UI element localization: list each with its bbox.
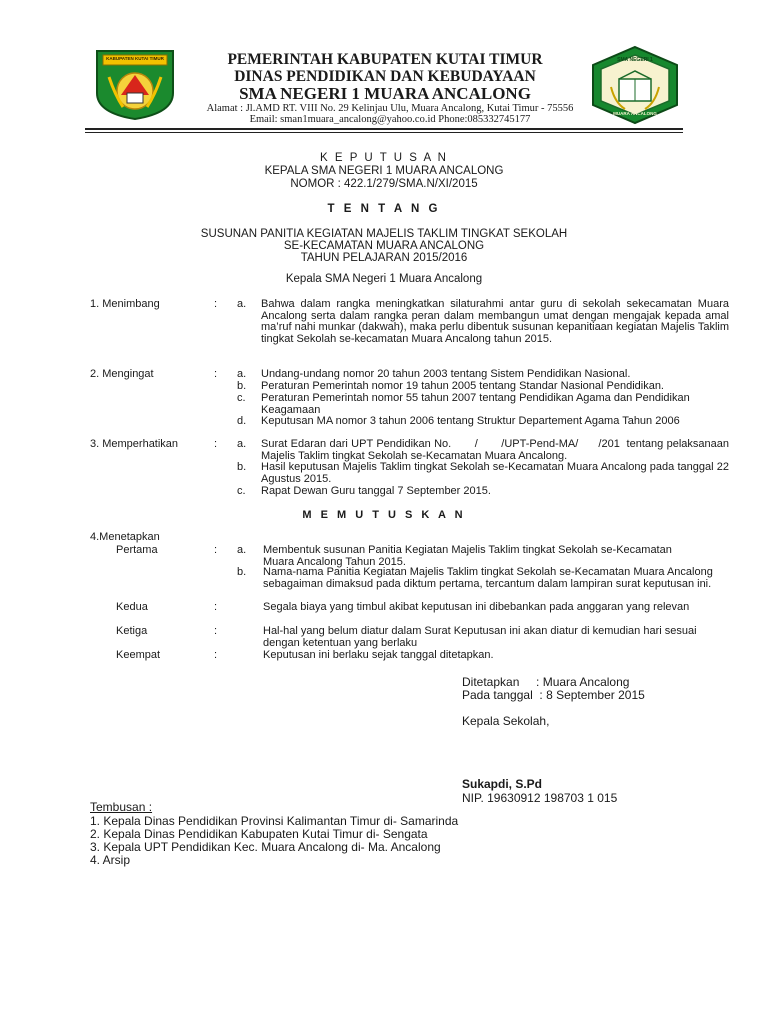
keempat-colon: :: [214, 649, 218, 661]
mengingat-mark-c: c.: [237, 392, 246, 404]
right-logo-label: SMA NEGERI 1: [617, 57, 653, 63]
letterhead-contact: Email: sman1muara_ancalong@yahoo.co.id Phone:085332745177: [249, 114, 531, 125]
menimbang-label: 1. Menimbang: [90, 298, 160, 310]
menimbang-text: Bahwa dalam rangka meningkatkan silaturahmi antar guru di sekolah sekecamatan Muara Ancalong serta dalam rangka peran dalam membangun umat dengan mengajak kepada amal ma’ruf nahi munkar (dakwah), maka perlu dibentuk susunan kepanitiaan kegiatan Majelis Taklim tingkat Sekolah se-kecamatan Muara Ancalong tahun 2015.: [261, 298, 729, 345]
subject-line-3: TAHUN PELAJARAN 2015/2016: [300, 252, 468, 264]
memperhatikan-label: 3. Memperhatikan: [90, 438, 179, 450]
memperhatikan-item-c: Rapat Dewan Guru tanggal 7 September 2015.: [261, 485, 491, 497]
tembusan-item-2: 2. Kepala Dinas Pendidikan Kabupaten Kutai Timur di- Sengata: [90, 827, 428, 841]
mengingat-item-d: Keputusan MA nomor 3 tahun 2006 tentang Struktur Departement Agama Tahun 2006: [261, 415, 680, 427]
memperhatikan-colon: :: [214, 438, 218, 450]
tembusan-heading: Tembusan :: [90, 800, 153, 814]
mengingat-colon: :: [214, 368, 218, 380]
mengingat-item-c: Peraturan Pemerintah nomor 55 tahun 2007 tentang Pendidikan Agama dan Pendidikan Keagamaan: [261, 392, 690, 416]
pertama-mark-a: a.: [237, 544, 247, 556]
memperhatikan-mark-b: b.: [237, 461, 247, 473]
keempat-text: Keputusan ini berlaku sejak tanggal ditetapkan.: [263, 649, 494, 661]
letterhead-rule-thin: [85, 132, 683, 133]
decree-title: K E P U T U S A N: [320, 152, 448, 164]
tembusan-item-3: 3. Kepala UPT Pendidikan Kec. Muara Ancalong di- Ma. Ancalong: [90, 840, 441, 854]
letterhead-school: SMA NEGERI 1 MUARA ANCALONG: [239, 84, 531, 103]
mengingat-mark-d: d.: [237, 415, 247, 427]
pertama-label: Pertama: [116, 544, 158, 556]
kedua-label: Kedua: [116, 601, 148, 613]
memutuskan-heading: M E M U T U S K A N: [302, 509, 466, 521]
pertama-item-a: Membentuk susunan Panitia Kegiatan Majelis Taklim tingkat Sekolah se-Kecamatan Muara Ancalong Tahun 2015.: [263, 544, 672, 568]
decree-number: NOMOR : 422.1/279/SMA.N/XI/2015: [290, 178, 478, 190]
kedua-text: Segala biaya yang timbul akibat keputusan ini dibebankan pada anggaran yang relevan: [263, 601, 690, 613]
mengingat-label: 2. Mengingat: [90, 368, 154, 380]
issuer-line: Kepala SMA Negeri 1 Muara Ancalong: [285, 273, 483, 285]
menimbang-mark: a.: [237, 298, 247, 310]
letterhead-address: Alamat : Jl.AMD RT. VIII No. 29 Kelinjau Ulu, Muara Ancalong, Kutai Timur - 75556: [206, 103, 574, 114]
pertama-mark-b: b.: [237, 566, 247, 578]
left-logo-label: KABUPATEN KUTAI TIMUR: [106, 56, 164, 61]
letterhead-rule-thick: [85, 128, 683, 130]
ketiga-text: Hal-hal yang belum diatur dalam Surat Keputusan ini akan diatur di kemudian hari sesuai dengan ketentuan yang berlaku: [263, 625, 697, 649]
tentang-heading: T E N T A N G: [327, 203, 441, 215]
tanggal-line: Pada tanggal : 8 September 2015: [462, 688, 645, 702]
pertama-item-b: Nama-nama Panitia Kegiatan Majelis Taklim tingkat Sekolah se-Kecamatan Muara Ancalong sebagaiman dimaksud pada diktum pertama, tercantum dalam lampiran surat keputusan ini.: [263, 566, 713, 590]
kedua-colon: :: [214, 601, 218, 613]
ketiga-colon: :: [214, 625, 218, 637]
letterhead-department: DINAS PENDIDIKAN DAN KEBUDAYAAN: [234, 68, 536, 85]
mengingat-item-b: Peraturan Pemerintah nomor 19 tahun 2005 tentang Standar Nasional Pendidikan.: [261, 380, 664, 392]
mengingat-mark-a: a.: [237, 368, 247, 380]
mengingat-mark-b: b.: [237, 380, 247, 392]
memperhatikan-mark-c: c.: [237, 485, 246, 497]
signer-name: Sukapdi, S.Pd: [462, 777, 543, 791]
ditetapkan-line: Ditetapkan : Muara Ancalong: [462, 675, 630, 689]
right-logo-sublabel: MUARA ANCALONG: [613, 111, 657, 116]
mengingat-item-a: Undang-undang nomor 20 tahun 2003 tentang Sistem Pendidikan Nasional.: [261, 368, 631, 380]
menimbang-colon: :: [214, 298, 218, 310]
letterhead-government: PEMERINTAH KABUPATEN KUTAI TIMUR: [227, 51, 543, 68]
menetapkan-label: 4.Menetapkan: [90, 531, 160, 543]
decree-issuer-heading: KEPALA SMA NEGERI 1 MUARA ANCALONG: [264, 165, 504, 177]
ketiga-label: Ketiga: [116, 625, 148, 637]
subject-line-2: SE-KECAMATAN MUARA ANCALONG: [283, 240, 485, 252]
keempat-label: Keempat: [116, 649, 161, 661]
tembusan-item-1: 1. Kepala Dinas Pendidikan Provinsi Kalimantan Timur di- Samarinda: [90, 814, 459, 828]
signer-nip: NIP. 19630912 198703 1 015: [462, 791, 618, 805]
pertama-colon: :: [214, 544, 218, 556]
memperhatikan-item-a: Surat Edaran dari UPT Pendidikan No. / /UPT-Pend-MA/ /201 tentang pelaksanaan Majelis Taklim tingkat Sekolah se-Kecamatan Muara Ancalong.: [261, 438, 733, 462]
memperhatikan-item-b: Hasil keputusan Majelis Taklim tingkat Sekolah se-Kecamatan Muara Ancalong pada tanggal 22 Agustus 2015.: [261, 461, 729, 485]
memperhatikan-mark-a: a.: [237, 438, 247, 450]
signer-position: Kepala Sekolah,: [462, 714, 550, 728]
subject-line-1: SUSUNAN PANITIA KEGIATAN MAJELIS TAKLIM TINGKAT SEKOLAH: [200, 228, 568, 240]
tembusan-item-4: 4. Arsip: [90, 853, 131, 867]
